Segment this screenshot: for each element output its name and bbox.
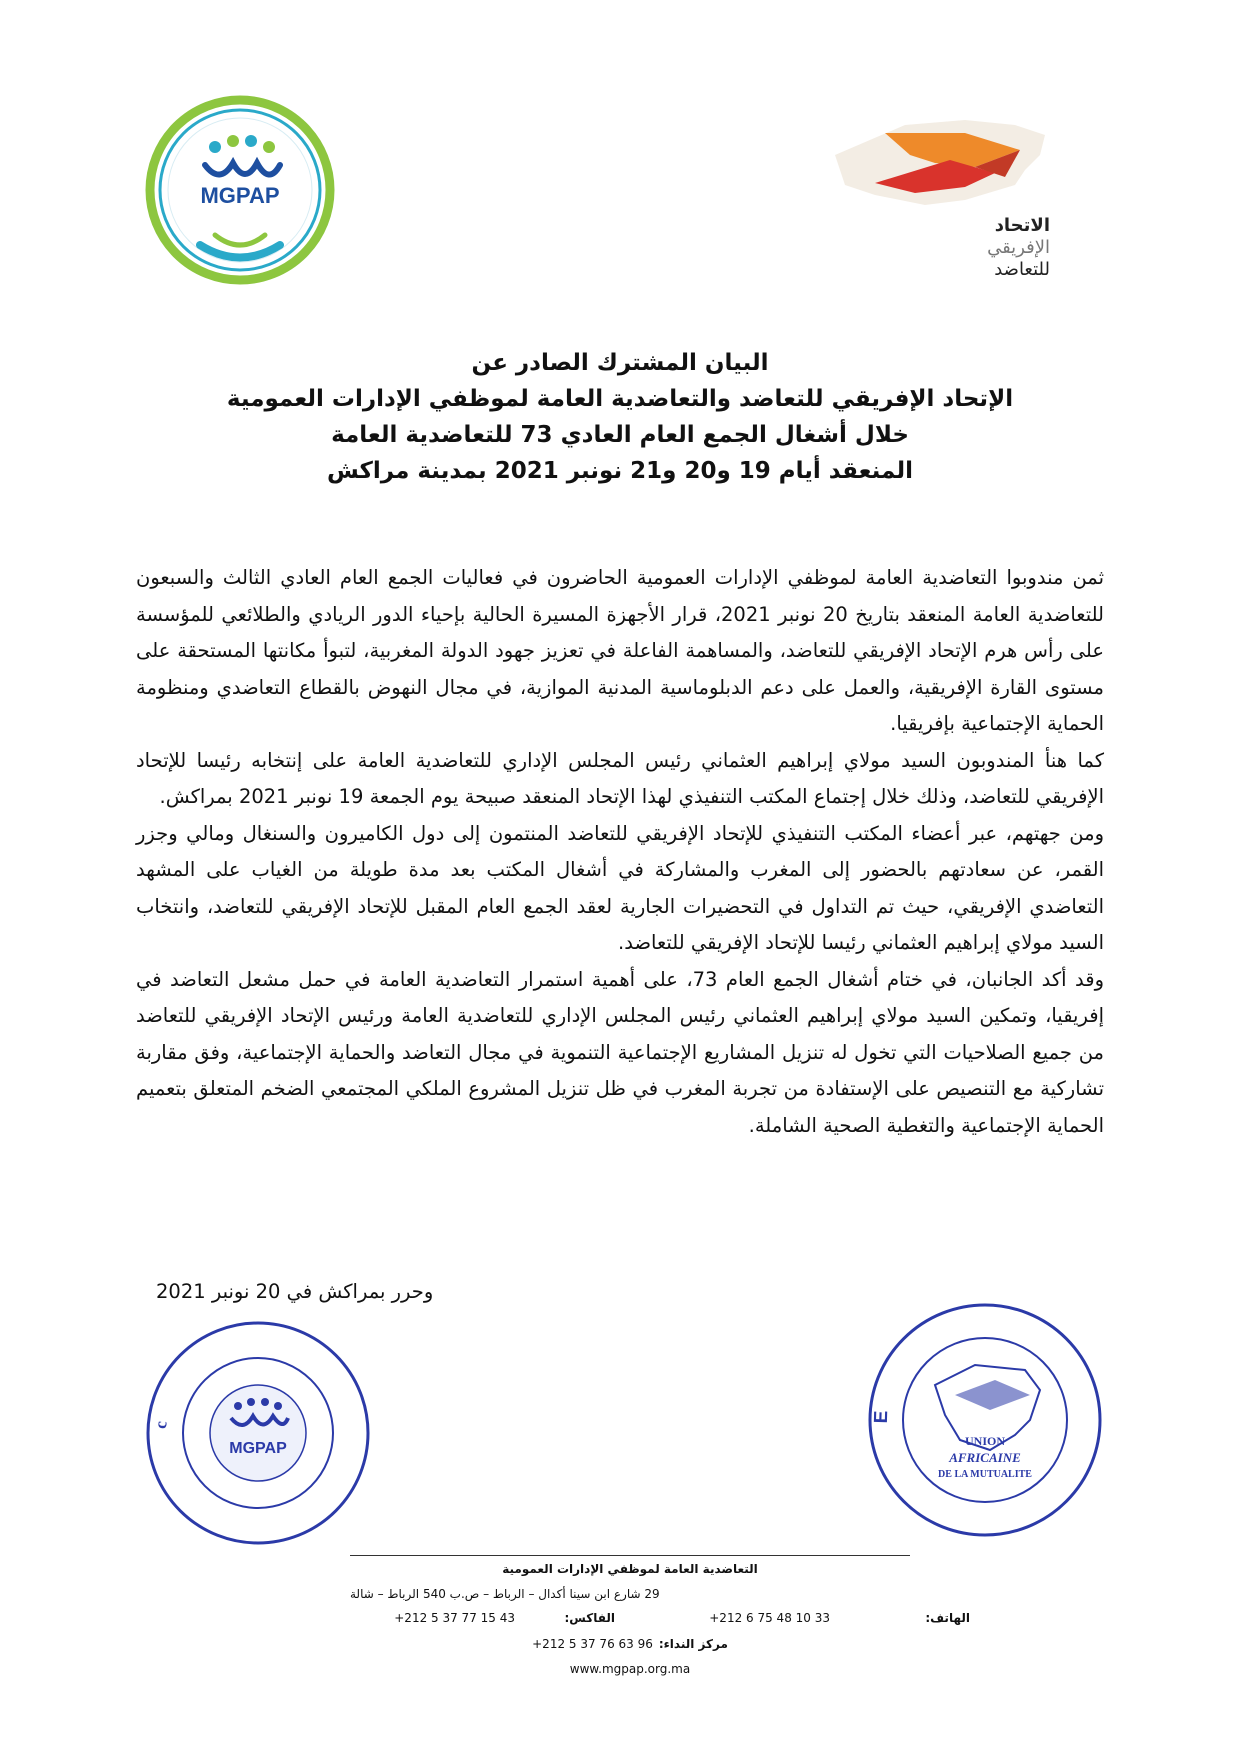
paragraph-1: ثمن مندوبوا التعاضدية العامة لموظفي الإدارات العمومية الحاضرون في فعاليات الجمع العام العادي الثالث والسبعون للتعاضدية العامة المنعقد بتاريخ 20 نونبر 2021، قرار الأجهزة المسيرة الحالية بإحياء الدور الريادي والطلائعي للمؤسسة على رأس هرم الإتحاد الإفريقي للتعاضد، والمساهمة الفاعلة في تعزيز جهود الدولة المغربية، لتبوأ مكانتها المستحقة على مستوى القارة الإفريقية، والعمل على دعم الدبلوماسية المدنية الموازية، في مجال النهوض بالقطاع التعاضدي ومنظومة الحماية الإجتماعية بإفريقيا.	[136, 566, 1104, 735]
footer-website[interactable]: www.mgpap.org.ma	[569, 1661, 691, 1676]
title-line-2: الإتحاد الإفريقي للتعاضد والتعاضدية العامة لموظفي الإدارات العمومية	[226, 386, 1014, 412]
union-logo-line-1: الاتحاد	[994, 215, 1050, 236]
document-title	[120, 345, 1120, 489]
union-stamp-center-2: AFRICAINE	[949, 1450, 1021, 1465]
footer-phone-label: الهاتف:	[925, 1611, 970, 1625]
union-stamp-center-3: DE LA MUTUALITE	[938, 1469, 1032, 1480]
document-body	[136, 560, 1104, 1144]
union-logo-line-3: للتعاضد	[994, 259, 1050, 280]
union-africaine-logo	[815, 115, 1065, 285]
footer-fax-label: الفاكس:	[564, 1611, 615, 1625]
title-line-3: خلال أشغال الجمع العام العادي 73 للتعاضدية العامة	[331, 422, 909, 448]
footer-fax: +212 5 37 77 15 43	[394, 1611, 515, 1625]
paragraph-4: وقد أكد الجانبان، في ختام أشغال الجمع العام 73، على أهمية استمرار التعاضدية العامة في حمل مشعل التعاضد في إفريقيا، وتمكين السيد مولاي إبراهيم العثماني رئيس المجلس الإداري للتعاضدية العامة ورئيس الإتحاد الإفريقي للتعاضد من جميع الصلاحيات التي تخول له تنزيل المشاريع الإجتماعية التنموية في مجال التعاضد والحماية الإجتماعية، وفق مقاربة تشاركية مع التنصيص على الإستفادة من تجربة المغرب في ظل تنزيل المشروع الملكي المجتمعي الضخم المتعلق بتعميم الحماية الإجتماعية والتغطية الصحية الشاملة.	[136, 967, 1105, 1137]
union-africaine-stamp	[865, 1300, 1105, 1540]
signature-date-text: وحرر بمراكش في 20 نونبر 2021	[156, 1280, 434, 1303]
mgpap-stamp-ring-text: c	[151, 1420, 171, 1430]
title-line-4: المنعقد أيام 19 و20 و21 نونبر 2021 بمدينة مراكش	[327, 458, 913, 484]
union-stamp-center-1: UNION	[964, 1434, 1006, 1448]
mgpap-logo	[145, 95, 335, 285]
footer-phone: +212 6 75 48 10 33	[709, 1611, 830, 1625]
union-logo-line-2: الإفريقي	[987, 237, 1050, 258]
footer-call-center-number: +212 5 37 76 63 96	[532, 1636, 653, 1651]
footer-contacts	[350, 1606, 970, 1631]
footer-call-center	[350, 1631, 910, 1656]
footer	[350, 1555, 970, 1681]
svg-text:UNION AFRICAINE DE LA MUTUALIT	[865, 1300, 892, 1424]
mgpap-stamp	[143, 1318, 373, 1548]
footer-call-center-label: مركز النداء:	[658, 1636, 728, 1651]
title-line-1: البيان المشترك الصادر عن	[471, 350, 769, 376]
mgpap-logo-text: MGPAP	[200, 183, 280, 208]
paragraph-2: كما هنأ المندوبون السيد مولاي إبراهيم العثماني رئيس المجلس الإداري للتعاضدية العامة على إنتخابه رئيسا للإتحاد الإفريقي للتعاضد، وذلك خلال إجتماع المكتب التنفيذي لهذا الإتحاد المنعقد صبيحة يوم الجمعة 19 نونبر 2021 بمراكش.	[136, 748, 1104, 808]
mgpap-stamp-center-text: MGPAP	[229, 1440, 287, 1457]
union-stamp-ring-text: E	[870, 1410, 893, 1424]
paragraph-3: ومن جهتهم، عبر أعضاء المكتب التنفيذي للإتحاد الإفريقي للتعاضد المنتمون إلى دول الكاميرون والسنغال ومالي وجزر القمر، عن سعادتهم بالحضور إلى المغرب والمشاركة في أشغال المكتب بعد مدة طويلة من الغياب على المشهد التعاضدي الإفريقي، حيث تم التداول في التحضيرات الجارية لعقد الجمع العام المقبل للإتحاد الإفريقي للتعاضد، وانتخاب السيد مولاي إبراهيم العثماني رئيسا للإتحاد الإفريقي للتعاضد.	[136, 821, 1104, 954]
footer-address: 29 شارع ابن سينا أكدال – الرباط – ص.ب 540 الرباط – شالة	[350, 1586, 660, 1601]
footer-org: التعاضدية العامة لموظفي الإدارات العمومية	[502, 1561, 758, 1576]
